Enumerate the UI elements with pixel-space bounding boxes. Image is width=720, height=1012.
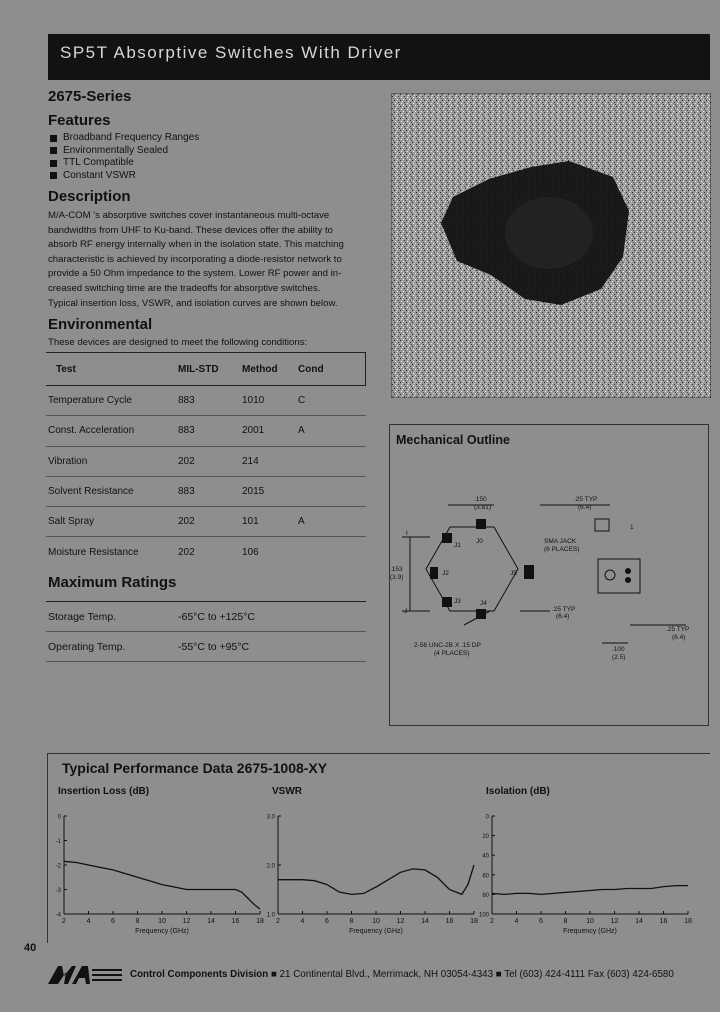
y-tick-label: -2 — [55, 863, 61, 870]
connector-pin-icon — [625, 577, 631, 583]
table-row: Temperature Cycle 883 1010 C — [46, 386, 366, 416]
description-heading: Description — [48, 188, 131, 205]
footer-division: Control Components Division — [130, 968, 269, 980]
square-bullet-icon — [50, 147, 57, 154]
description-line: Typical insertion loss, VSWR, and isolation curves are shown below. — [48, 297, 338, 309]
svg-text:.150: .150 — [474, 496, 487, 503]
svg-text:J5: J5 — [510, 570, 517, 577]
x-tick-label: 8 — [135, 918, 140, 925]
insertion-loss-title: Insertion Loss (dB) — [58, 786, 150, 797]
svg-text:(6.4): (6.4) — [672, 634, 686, 641]
mechanical-outline-panel — [389, 424, 709, 726]
isolation-title: Isolation (dB) — [486, 786, 550, 797]
mechanical-outline-title: Mechanical Outline — [396, 433, 510, 447]
x-tick-label: 16 — [659, 918, 668, 925]
x-tick-label: 6 — [325, 918, 329, 925]
y-tick-label: -1 — [55, 839, 61, 845]
svg-text:.25 TYP: .25 TYP — [666, 626, 690, 633]
x-tick-label: 10 — [158, 918, 166, 925]
svg-text:J4: J4 — [480, 600, 487, 607]
series-line — [64, 861, 260, 909]
port-j2-icon — [430, 567, 438, 579]
x-tick-label: 18 — [684, 918, 692, 925]
series-heading: 2675-Series — [48, 88, 132, 105]
max-ratings-table — [46, 601, 366, 662]
x-tick-label: 12 — [396, 918, 405, 925]
description-line: provide a 50 Ohm impedance to the system. Lower RF power and in- — [48, 268, 342, 280]
features-heading: Features — [48, 112, 111, 129]
svg-text:J1: J1 — [454, 542, 461, 549]
table-header: Test MIL-STD Method Cond — [46, 352, 366, 386]
y-tick-label: 2.0 — [266, 863, 275, 870]
square-bullet-icon — [50, 160, 57, 167]
macom-logo — [48, 964, 124, 984]
description-line: creased switching time are the tradeoffs for absorptive switches. — [48, 282, 321, 294]
x-tick-label: 4 — [86, 918, 91, 925]
y-tick-label: 60 — [482, 873, 489, 880]
svg-text:J2: J2 — [442, 570, 449, 577]
svg-text:J: J — [404, 608, 408, 615]
table-row: Solvent Resistance 883 2015 — [46, 477, 366, 507]
x-tick-label: 2 — [62, 918, 66, 925]
series-line — [278, 865, 474, 894]
series-line — [492, 886, 688, 895]
x-tick-label: 6 — [539, 918, 543, 925]
description-line: M/A-COM 's absorptive switches cover instantaneous multi-octave — [48, 210, 330, 221]
port-j0-icon — [476, 519, 486, 529]
x-tick-label: 12 — [182, 918, 191, 925]
square-bullet-icon — [50, 135, 57, 142]
svg-text:(2.5): (2.5) — [612, 654, 626, 661]
table-row: Moisture Resistance 202 106 — [48, 547, 259, 559]
environmental-intro: These devices are designed to meet the following conditions: — [48, 337, 308, 348]
svg-text:(3.9): (3.9) — [390, 574, 404, 581]
y-tick-label: 100 — [478, 912, 489, 919]
isolation-chart — [468, 810, 698, 940]
svg-text:(6 PLACES): (6 PLACES) — [544, 546, 580, 553]
svg-text:I: I — [406, 530, 408, 537]
performance-title: Typical Performance Data 2675-1008-XY — [62, 760, 328, 776]
svg-text:2-56 UNC-2B X .15 DP: 2-56 UNC-2B X .15 DP — [414, 642, 481, 649]
svg-text:(6.4): (6.4) — [578, 504, 592, 511]
port-j4-icon — [476, 609, 486, 619]
x-axis-label: Frequency (GHz) — [349, 928, 403, 935]
table-row: Operating Temp. -55°C to +95°C — [46, 632, 366, 662]
title-banner — [48, 34, 710, 80]
insertion-loss-chart — [40, 810, 270, 940]
port-j3-icon — [442, 597, 452, 607]
side-connector-1 — [595, 519, 609, 531]
environmental-table — [46, 352, 366, 568]
square-bullet-icon — [50, 172, 57, 179]
page-number: 40 — [24, 942, 37, 954]
x-tick-label: 2 — [276, 918, 280, 925]
table-row: Salt Spray 202 101 A — [46, 507, 366, 537]
svg-text:.25 TYP: .25 TYP — [574, 496, 598, 503]
svg-text:1: 1 — [630, 524, 634, 531]
svg-text:J3: J3 — [454, 598, 461, 605]
x-tick-label: 12 — [610, 918, 619, 925]
x-tick-label: 8 — [563, 918, 568, 925]
y-tick-label: 40 — [482, 853, 489, 860]
x-axis-label: Frequency (GHz) — [135, 928, 189, 935]
description-line: bandwidths from UHF to Ku-band. These devices offer the ability to — [48, 224, 333, 236]
connector-circle-icon — [605, 570, 615, 580]
y-tick-label: 3.0 — [266, 814, 275, 821]
feature-item: Environmentally Sealed — [50, 145, 199, 158]
y-tick-label: 0 — [57, 814, 61, 821]
page-title: SP5T Absorptive Switches With Driver — [60, 43, 402, 62]
mechanical-drawing — [390, 425, 708, 725]
svg-text:.25 TYP: .25 TYP — [552, 606, 576, 613]
hex-body-outline — [426, 527, 518, 611]
description-body — [48, 209, 368, 311]
svg-text:SMA JACK: SMA JACK — [544, 538, 577, 545]
features-list — [50, 132, 199, 182]
svg-text:(4 PLACES): (4 PLACES) — [434, 650, 470, 657]
description-line: absorb RF energy internally when in the isolation state. This matching — [48, 239, 344, 251]
port-j5-icon — [524, 565, 534, 579]
side-view-body — [598, 559, 640, 593]
x-tick-label: 16 — [445, 918, 454, 925]
svg-text:.100: .100 — [612, 646, 625, 653]
x-tick-label: 2 — [490, 918, 494, 925]
feature-item: TTL Compatible — [50, 157, 199, 170]
y-tick-label: 20 — [482, 834, 489, 841]
x-tick-label: 4 — [300, 918, 305, 925]
y-tick-label: 0 — [485, 814, 489, 821]
table-row: Const. Acceleration 883 2001 A — [46, 416, 366, 446]
vswr-chart — [254, 810, 484, 940]
table-row: Vibration 202 214 — [46, 447, 366, 477]
x-tick-label: 4 — [514, 918, 519, 925]
feature-item: Constant VSWR — [50, 170, 199, 183]
x-tick-label: 6 — [111, 918, 115, 925]
description-line: characteristic is achieved by incorporating a diode-resistor network to — [48, 253, 342, 265]
x-axis-label: Frequency (GHz) — [563, 928, 617, 935]
x-tick-label: 10 — [372, 918, 380, 925]
product-photo — [391, 93, 711, 398]
footer-address: ■ 21 Continental Blvd., Merrimack, NH 03054-4343 ■ — [268, 968, 505, 980]
x-tick-label: 8 — [349, 918, 354, 925]
svg-text:J0: J0 — [476, 538, 483, 545]
x-tick-label: 18 — [470, 918, 478, 925]
x-tick-label: 14 — [635, 918, 643, 925]
x-tick-label: 18 — [256, 918, 264, 925]
port-j1-icon — [442, 533, 452, 543]
environmental-heading: Environmental — [48, 316, 153, 333]
footer-contact — [130, 969, 674, 980]
table-row: Storage Temp. -65°C to +125°C — [46, 602, 366, 632]
y-tick-label: 80 — [482, 892, 489, 899]
vswr-title: VSWR — [272, 786, 302, 797]
max-ratings-heading: Maximum Ratings — [48, 574, 177, 591]
svg-text:.153: .153 — [390, 566, 403, 573]
feature-item: Broadband Frequency Ranges — [50, 132, 199, 145]
x-tick-label: 14 — [207, 918, 215, 925]
y-tick-label: -4 — [55, 912, 61, 919]
x-tick-label: 10 — [586, 918, 594, 925]
connector-pin-icon — [625, 568, 631, 574]
svg-text:(3.81): (3.81) — [474, 504, 491, 511]
x-tick-label: 16 — [231, 918, 240, 925]
footer-phone: Tel (603) 424-4111 Fax (603) 424-6580 — [504, 968, 674, 980]
y-tick-label: 1.0 — [266, 912, 275, 919]
y-tick-label: -3 — [55, 888, 61, 894]
x-tick-label: 14 — [421, 918, 429, 925]
footer — [48, 962, 674, 986]
svg-text:(6.4): (6.4) — [556, 613, 570, 620]
